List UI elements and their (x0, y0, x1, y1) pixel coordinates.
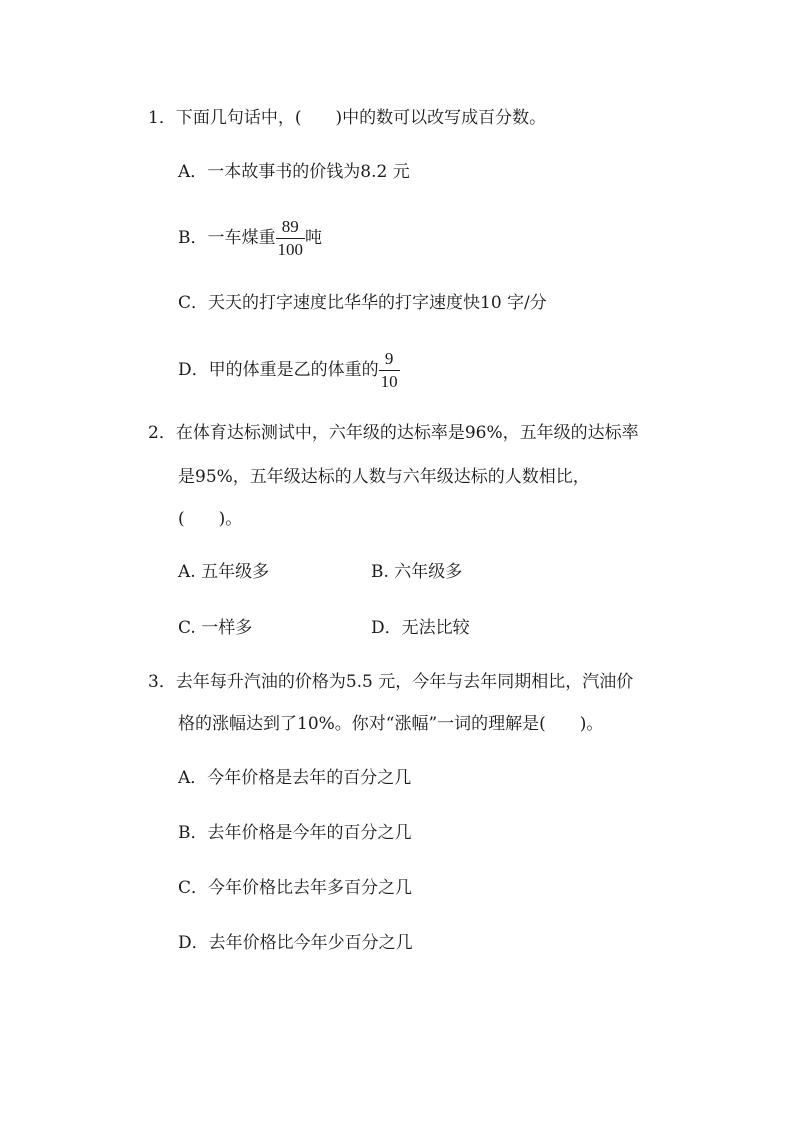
question-text: 在体育达标测试中，六年级的达标率是96%，五年级的达标率 (175, 423, 639, 443)
option-text: A．一本故事书的价钱为8.2 元 (178, 162, 410, 182)
option-text: A. 五年级多 (178, 562, 270, 582)
option-text: B．去年价格是今年的百分之几 (178, 823, 412, 843)
q1-option-c[interactable] (178, 291, 547, 315)
question-3-stem-line2 (178, 712, 603, 736)
fraction-denominator: 100 (277, 240, 303, 259)
question-text: 是95%，五年级达标的人数与六年级达标的人数相比， (178, 467, 590, 487)
option-text: B. 六年级多 (371, 562, 463, 582)
question-3-stem (148, 670, 633, 694)
q3-option-a[interactable] (178, 766, 411, 790)
fraction-denominator: 10 (380, 372, 398, 391)
fraction (276, 217, 306, 260)
q3-option-c[interactable] (178, 876, 412, 900)
q2-option-b[interactable] (371, 560, 462, 584)
fraction-numerator: 89 (281, 217, 299, 236)
q2-option-c[interactable] (178, 616, 252, 640)
q1-option-a[interactable] (178, 160, 410, 184)
option-text: C．今年价格比去年多百分之几 (178, 878, 413, 898)
fraction-bar (379, 370, 400, 371)
question-number: 3． (148, 672, 176, 692)
q1-option-b[interactable] (178, 212, 322, 264)
question-2-stem-line3 (178, 507, 242, 531)
answer-blank: ( )。 (178, 509, 243, 529)
question-number: 1． (148, 108, 176, 128)
option-text: D．去年价格比今年少百分之几 (178, 933, 413, 953)
option-text: B．一车煤重 (178, 228, 276, 248)
option-text: C. 一样多 (178, 618, 253, 638)
q2-option-a[interactable] (178, 560, 269, 584)
question-2-stem (148, 421, 639, 445)
fraction-bar (276, 238, 306, 239)
question-text: 格的涨幅达到了10%。你对“涨幅”一词的理解是( )。 (178, 714, 604, 734)
option-text: A．今年价格是去年的百分之几 (178, 768, 412, 788)
q3-option-b[interactable] (178, 821, 412, 845)
q2-option-d[interactable] (371, 616, 470, 640)
question-2-stem-line2 (178, 465, 590, 489)
question-text: 去年每升汽油的价格为5.5 元，今年与去年同期相比，汽油价 (175, 672, 634, 692)
question-number: 2． (148, 423, 176, 443)
question-text: 下面几句话中，( )中的数可以改写成百分数。 (175, 108, 547, 128)
fraction-numerator: 9 (384, 349, 394, 368)
option-text-suffix: 吨 (305, 228, 322, 248)
option-text: D．无法比较 (371, 618, 470, 638)
fraction (379, 349, 400, 392)
option-text: D．甲的体重是乙的体重的 (178, 360, 379, 380)
question-1-stem (148, 106, 546, 130)
q3-option-d[interactable] (178, 931, 413, 955)
option-text: C．天天的打字速度比华华的打字速度快10 字/分 (178, 293, 547, 313)
q1-option-d[interactable] (178, 344, 400, 396)
